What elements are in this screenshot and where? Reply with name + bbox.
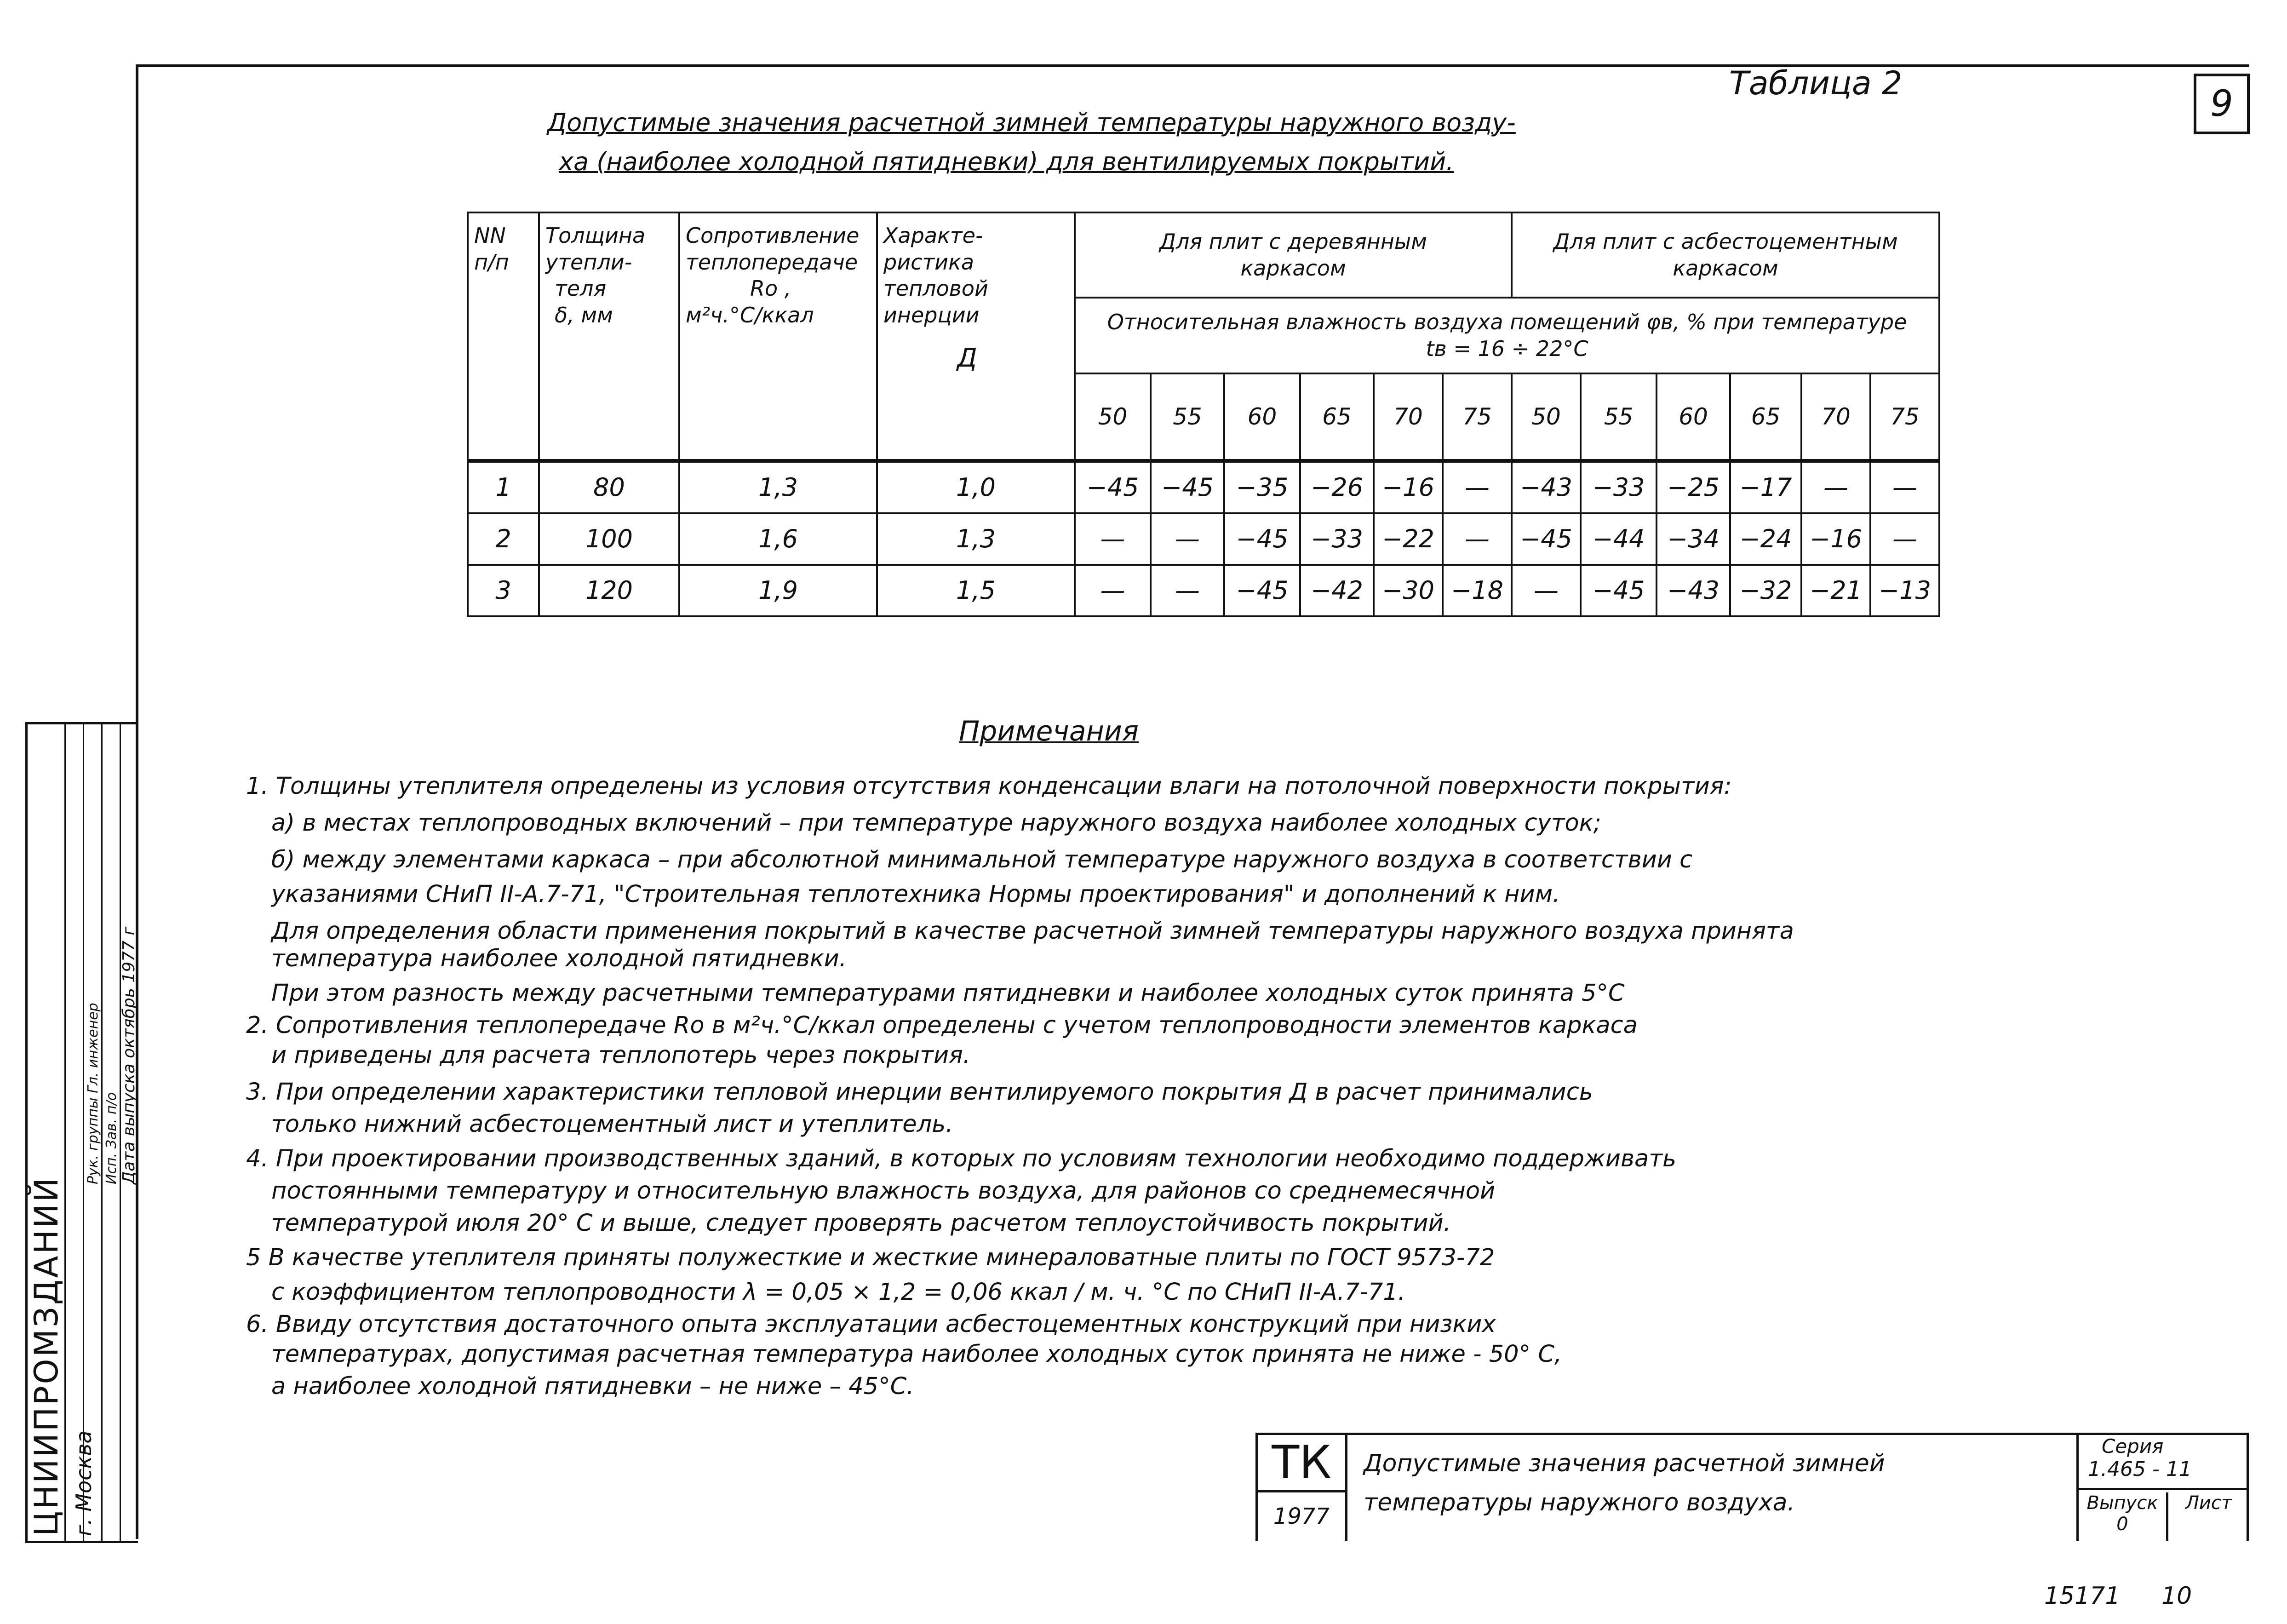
humidity-header-0: 50 <box>1075 373 1151 461</box>
row-temperature: — <box>1443 461 1512 513</box>
header-inertia <box>877 212 1075 461</box>
row-temperature: — <box>1512 565 1581 616</box>
header-thickness-l3: теля <box>555 276 607 301</box>
row-temperature: −26 <box>1300 461 1374 513</box>
header-thickness-l2: утепли- <box>545 249 632 275</box>
row-temperature: −43 <box>1512 461 1581 513</box>
row-temperature: −16 <box>1374 461 1443 513</box>
table-title-line-2: ха (наиболее холодной пятидневки) для вентилируемых покрытий. <box>559 147 1454 176</box>
table-title-line-1: Допустимые значения расчетной зимней температуры наружного возду- <box>547 108 1516 137</box>
header-inertia-l1: Характе- <box>883 223 983 248</box>
note-line: 4. При проектировании производственных зданий, в которых по условиям технологии необходимо поддерживать <box>246 1145 1677 1172</box>
side-org: ЦНИИПРОМЗДАНИЙ <box>28 1176 65 1536</box>
note-line: 1. Толщины утеплителя определены из условия отсутствия конденсации влаги на потолочной поверхности покрытия: <box>246 773 1732 800</box>
header-wood-frame <box>1075 212 1512 298</box>
note-line: и приведены для расчета теплопотерь через покрытия. <box>271 1042 971 1069</box>
header-thickness <box>539 212 679 461</box>
header-inertia-l2: ристика <box>883 249 974 275</box>
row-resistance: 1,3 <box>679 461 877 513</box>
row-thickness: 100 <box>539 513 679 565</box>
row-number: 2 <box>468 513 539 565</box>
row-temperature: −35 <box>1224 461 1300 513</box>
row-temperature: — <box>1075 513 1151 565</box>
footer-sheet-number: 10 <box>2161 1582 2192 1610</box>
header-number-l1: NN <box>474 223 506 248</box>
note-line: постоянными температуру и относительную влажность воздуха, для районов со среднемесячной <box>271 1177 1496 1205</box>
header-resistance-l3: Ro , <box>750 276 791 301</box>
humidity-header-1: 55 <box>1151 373 1224 461</box>
note-line: Для определения области применения покрытий в качестве расчетной зимней температуры наружного воздуха принята <box>271 918 1794 945</box>
side-col-divider-3 <box>101 724 103 1541</box>
header-inertia-l4: инерции <box>883 302 980 327</box>
humidity-header-11: 75 <box>1870 373 1939 461</box>
row-temperature: −18 <box>1443 565 1512 616</box>
page-number-box <box>2194 74 2250 134</box>
note-line: а) в местах теплопроводных включений – при температуре наружного воздуха наиболее холодных суток; <box>271 809 1601 837</box>
header-humidity <box>1075 298 1939 373</box>
row-temperature: −24 <box>1730 513 1801 565</box>
row-temperature: −44 <box>1581 513 1656 565</box>
stamp-meta <box>2076 1435 2249 1541</box>
side-city: г. Москва <box>71 1430 96 1536</box>
row-temperature: −42 <box>1300 565 1374 616</box>
header-resistance-l2: теплопередаче <box>686 249 858 275</box>
row-temperature: −13 <box>1870 565 1939 616</box>
header-wood-frame-text: Для плит с деревянным каркасом <box>1159 229 1427 281</box>
row-temperature: −22 <box>1374 513 1443 565</box>
row-temperature: −33 <box>1581 461 1656 513</box>
note-line: только нижний асбестоцементный лист и утеплитель. <box>271 1111 953 1138</box>
humidity-header-4: 70 <box>1374 373 1443 461</box>
header-resistance-l4: м²ч.°С/ккал <box>686 302 814 327</box>
table-row <box>468 461 1939 513</box>
header-thickness-l4: δ, мм <box>555 302 613 327</box>
humidity-header-8: 60 <box>1656 373 1730 461</box>
row-thickness: 80 <box>539 461 679 513</box>
stamp-sheet <box>2168 1492 2249 1541</box>
row-number: 1 <box>468 461 539 513</box>
row-temperature: — <box>1801 461 1870 513</box>
row-temperature: — <box>1870 513 1939 565</box>
footer-doc-number: 15171 <box>2044 1582 2121 1610</box>
note-line: При этом разность между расчетными температурами пятидневки и наиболее холодных суток принята 5°С <box>271 980 1625 1007</box>
note-line: 3. При определении характеристики тепловой инерции вентилируемого покрытия Д в расчет принимались <box>246 1079 1593 1106</box>
row-temperature: — <box>1151 513 1224 565</box>
row-temperature: — <box>1075 565 1151 616</box>
row-temperature: −43 <box>1656 565 1730 616</box>
row-temperature: −45 <box>1075 461 1151 513</box>
side-col-b: Исп. Зав. п/о <box>103 1092 120 1184</box>
page-number: 9 <box>2210 83 2233 125</box>
row-temperature: −25 <box>1656 461 1730 513</box>
header-resistance-l1: Сопротивление <box>686 223 860 248</box>
row-temperature: −16 <box>1801 513 1870 565</box>
header-resistance <box>679 212 877 461</box>
row-temperature: −45 <box>1512 513 1581 565</box>
header-asbestos-frame-text: Для плит с асбестоцементным каркасом <box>1553 229 1898 281</box>
header-humidity-text: Относительная влажность воздуха помещений φв, % при температуре tв = 16 ÷ 22°С <box>1107 310 1907 361</box>
stamp-title <box>1364 1444 1885 1522</box>
row-resistance: 1,6 <box>679 513 877 565</box>
row-inertia: 1,3 <box>877 513 1075 565</box>
row-temperature: −21 <box>1801 565 1870 616</box>
note-line: а наиболее холодной пятидневки – не ниже – 45°С. <box>271 1373 914 1400</box>
header-inertia-l3: тепловой <box>883 276 988 301</box>
note-line: температура наиболее холодной пятидневки. <box>271 945 847 972</box>
humidity-header-2: 60 <box>1224 373 1300 461</box>
row-temperature: −45 <box>1224 565 1300 616</box>
row-temperature: −30 <box>1374 565 1443 616</box>
row-inertia: 1,5 <box>877 565 1075 616</box>
header-asbestos-frame <box>1512 212 1939 298</box>
header-inertia-l5: Д <box>957 343 977 373</box>
humidity-header-7: 55 <box>1581 373 1656 461</box>
stamp-title-line-2: температуры наружного воздуха. <box>1364 1489 1795 1516</box>
row-thickness: 120 <box>539 565 679 616</box>
row-temperature: −45 <box>1151 461 1224 513</box>
stamp-issue-label: Выпуск <box>2086 1492 2158 1514</box>
side-stamp <box>25 722 138 1543</box>
row-resistance: 1,9 <box>679 565 877 616</box>
stamp-year: 1977 <box>1258 1492 1347 1541</box>
side-col-a: Рук. группы Гл. инженер <box>85 1003 101 1184</box>
row-inertia: 1,0 <box>877 461 1075 513</box>
row-temperature: — <box>1443 513 1512 565</box>
side-col-divider-2 <box>83 724 84 1541</box>
temperature-table <box>467 212 1940 617</box>
notes-title: Примечания <box>959 715 1139 747</box>
note-line: с коэффициентом теплопроводности λ = 0,05 × 1,2 = 0,06 ккал / м. ч. °С по СНиП II-А.7-71. <box>271 1279 1405 1306</box>
row-temperature: −34 <box>1656 513 1730 565</box>
table-row <box>468 565 1939 616</box>
side-date: Дата выпуска октябрь 1977 г <box>120 926 138 1184</box>
header-thickness-l1: Толщина <box>545 223 646 248</box>
note-line: температурах, допустимая расчетная температура наиболее холодных суток принята не ниже - 50° С, <box>271 1341 1562 1368</box>
note-line: 5 В качестве утеплителя приняты полужесткие и жесткие минераловатные плиты по ГОСТ 9573-72 <box>246 1244 1495 1271</box>
stamp-series-label: Серия <box>2102 1435 2164 1458</box>
humidity-header-6: 50 <box>1512 373 1581 461</box>
note-line: б) между элементами каркаса – при абсолютной минимальной температуре наружного воздуха в соответствии с <box>271 846 1693 873</box>
stamp-tk: ТК <box>1258 1435 1347 1492</box>
stamp-issue-value: 0 <box>2116 1514 2128 1535</box>
stamp-issue <box>2079 1492 2168 1541</box>
note-line: указаниями СНиП II-А.7-71, "Строительная теплотехника Нормы проектирования" и дополнений к ним. <box>271 881 1560 908</box>
humidity-header-3: 65 <box>1300 373 1374 461</box>
stamp-series <box>2079 1435 2249 1490</box>
humidity-header-5: 75 <box>1443 373 1512 461</box>
row-number: 3 <box>468 565 539 616</box>
humidity-header-10: 70 <box>1801 373 1870 461</box>
note-line: температурой июля 20° С и выше, следует проверять расчетом теплоустойчивость покрытий. <box>271 1210 1451 1237</box>
table-row <box>468 513 1939 565</box>
table-label: Таблица 2 <box>1729 64 1903 102</box>
row-temperature: −33 <box>1300 513 1374 565</box>
row-temperature: −45 <box>1581 565 1656 616</box>
note-line: 2. Сопротивления теплопередаче Ro в м²ч.°С/ккал определены с учетом теплопроводности элементов каркаса <box>246 1012 1638 1039</box>
row-temperature: −45 <box>1224 513 1300 565</box>
stamp-sheet-label: Лист <box>2185 1492 2232 1514</box>
row-temperature: −17 <box>1730 461 1801 513</box>
row-temperature: — <box>1870 461 1939 513</box>
header-number-l2: п/п <box>474 249 509 275</box>
note-line: 6. Ввиду отсутствия достаточного опыта эксплуатации асбестоцементных конструкций при низких <box>246 1311 1496 1338</box>
stamp-series-value: 1.465 - 11 <box>2088 1458 2192 1481</box>
header-number <box>468 212 539 461</box>
row-temperature: −32 <box>1730 565 1801 616</box>
humidity-header-9: 65 <box>1730 373 1801 461</box>
stamp-title-line-1: Допустимые значения расчетной зимней <box>1364 1450 1885 1477</box>
row-temperature: — <box>1151 565 1224 616</box>
title-block <box>1255 1433 2249 1541</box>
